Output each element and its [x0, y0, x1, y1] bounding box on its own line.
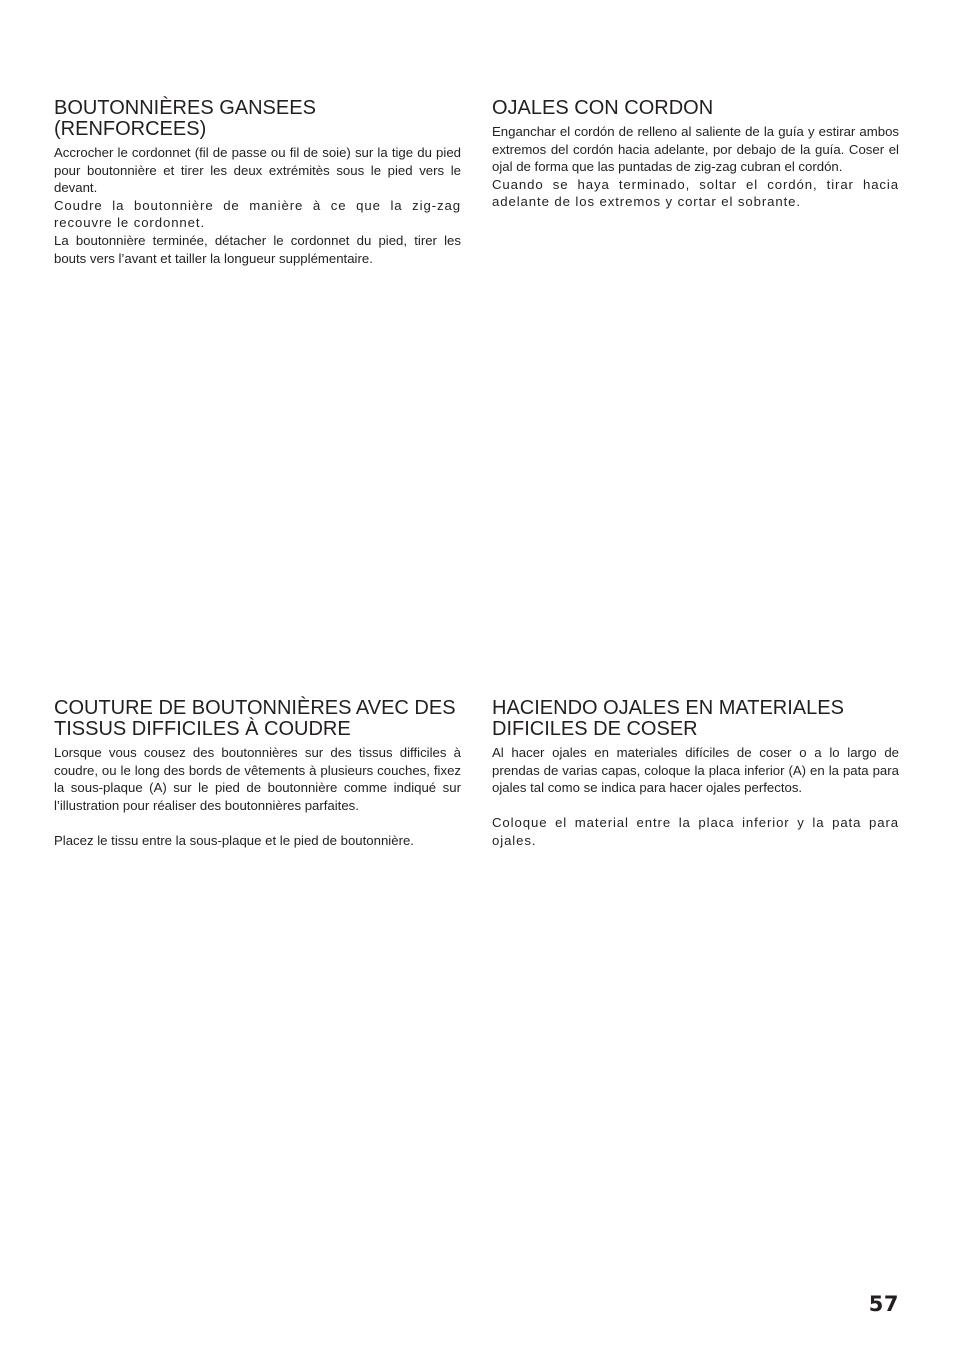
paragraph-es-corded-2: Cuando se haya terminado, soltar el cordón, tirar hacia adelante de los extremos y cortar el sobrante. [492, 176, 899, 210]
paragraph-es-difficult-1: Al hacer ojales en materiales difíciles de coser o a lo largo de prendas de varias capas, coloque la placa inferior (A) en la pata para ojales tal como se indica para hacer ojales perfectos. [492, 745, 899, 796]
heading-es-corded: OJALES CON CORDON [492, 97, 714, 119]
section-fr-corded-buttonholes [54, 98, 461, 267]
section-es-difficult-fabrics [492, 698, 899, 850]
heading-fr-corded: BOUTONNIÈRES GANSEES (RENFORCEES) [54, 97, 316, 140]
paragraph-fr-difficult-1: Lorsque vous cousez des boutonnières sur des tissus difficiles à coudre, ou le long des bords de vêtements à plusieurs couches, fixez la sous-plaque (A) sur le pied de boutonnière comme indiqué sur l’illustration pour réaliser des boutonnières parfaites. [54, 745, 461, 813]
heading-es-difficult: HACIENDO OJALES EN MATERIALES DIFICILES DE COSER [492, 697, 844, 740]
paragraph-fr-corded-3: La boutonnière terminée, détacher le cordonnet du pied, tirer les bouts vers l’avant et tailler la longueur supplémentaire. [54, 232, 461, 266]
page-number: 57 [868, 1292, 899, 1316]
paragraph-es-difficult-2: Coloque el material entre la placa inferior y la pata para ojales. [492, 815, 899, 848]
paragraph-es-corded-1: Enganchar el cordón de relleno al saliente de la guía y estirar ambos extremos del cordón hacia adelante, por debajo de la guía. Coser el ojal de forma que las puntadas de zig-zag cubran el cordón. [492, 124, 899, 175]
paragraph-fr-corded-2: Coudre la boutonnière de manière à ce que la zig-zag recouvre le cordonnet. [54, 197, 461, 231]
section-es-corded-buttonholes [492, 98, 899, 211]
paragraph-fr-corded-1: Accrocher le cordonnet (fil de passe ou fil de soie) sur la tige du pied pour boutonnière et tirer les deux extrémitès sous le pied vers le devant. [54, 145, 461, 196]
paragraph-fr-difficult-2: Placez le tissu entre la sous-plaque et le pied de boutonnière. [54, 832, 414, 848]
heading-fr-difficult: COUTURE DE BOUTONNIÈRES AVEC DES TISSUS DIFFICILES À COUDRE [54, 697, 456, 740]
section-fr-difficult-fabrics [54, 698, 461, 850]
